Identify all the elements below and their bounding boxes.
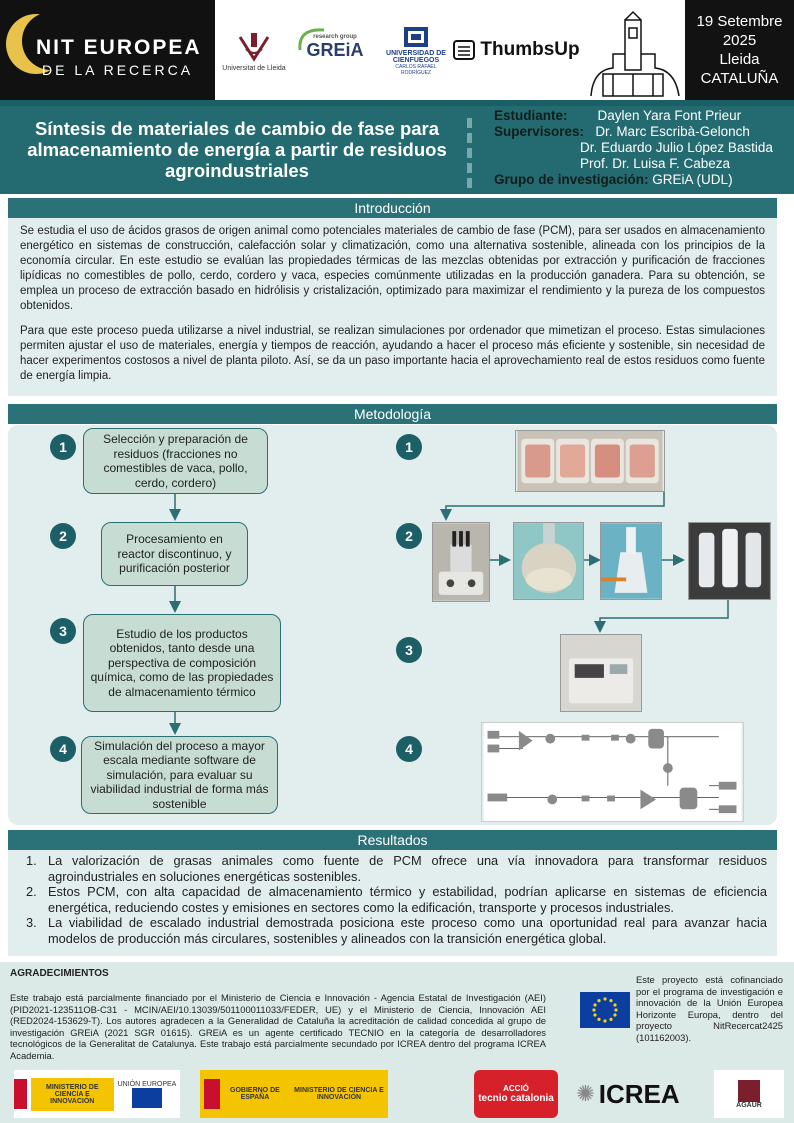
agaur-logo xyxy=(714,1070,784,1118)
result-number: 1. xyxy=(26,853,37,868)
eu-flag-small-icon xyxy=(132,1088,162,1108)
ack-title: AGRADECIMIENTOS xyxy=(10,968,109,979)
step-number: 4 xyxy=(396,736,422,762)
supervisor-name: Dr. Eduardo Julio López Bastida xyxy=(580,140,773,155)
result-text: Estos PCM, con alta capacidad de almacenamiento térmico y estabilidad, podrían aplicarse en sistemas de eficiencia energética, reduciendo costes y emisiones en sectores como la edificación, transporte y procesos industriales. xyxy=(48,884,767,915)
method-heading: Metodología xyxy=(8,404,777,424)
results-list xyxy=(18,853,767,946)
intro-paragraph: Para que este proceso pueda utilizarse a nivel industrial, se realizan simulaciones por ordenador que mimetizan el proceso. Estas simulaciones permiten ajustar el uso de materiales, energía y tiempos de reacción, ayudando a hacer el proceso más eficiente y sostenible, sin necesidad de hacer experimentos costosos a nivel de planta piloto. Así, se da un paso importante hacia el aprovechamiento real de estos residuos como fuente de energía limpia. xyxy=(20,325,765,382)
date-line: Lleida xyxy=(719,51,760,68)
instrument-photo xyxy=(560,634,642,712)
greia-label: GREiA xyxy=(306,39,364,60)
step-number: 2 xyxy=(396,523,422,549)
cienfuegos-label: UNIVERSIDAD DE CIENFUEGOS xyxy=(386,50,446,64)
result-item xyxy=(18,853,767,884)
udl-label: Universitat de Lleida xyxy=(222,64,286,72)
result-text: La viabilidad de escalado industrial demostrada posiciona este proceso como una oportunidad real para avanzar hacia modelos de producción más circulares, sostenibles y alineados con la transición energética global. xyxy=(48,915,767,946)
icrea-logo xyxy=(568,1070,688,1118)
icrea-mark-icon: ✺ xyxy=(576,1081,595,1106)
ministerio-logo xyxy=(14,1070,114,1118)
results-panel xyxy=(8,850,777,956)
tecnio-label: tecnio catalonia xyxy=(478,1093,554,1104)
accio-label: ACCIÓ xyxy=(503,1084,529,1093)
agaur-mark-icon xyxy=(738,1080,760,1102)
meat-trays-photo xyxy=(515,430,665,492)
step-box: Simulación del proceso a mayor escala mediante software de simulación, para evaluar su viabilidad industrial de forma más sostenible xyxy=(81,736,278,814)
ministerio2-label: MINISTERIO DE CIENCIA E INNOVACIÓN xyxy=(294,1087,384,1101)
step-number: 2 xyxy=(50,523,76,549)
icrea-label: ICREA xyxy=(598,1078,680,1109)
vials-photo xyxy=(688,522,771,600)
filter-photo xyxy=(600,522,662,600)
group-name: GREiA (UDL) xyxy=(652,172,733,187)
result-text: La valorización de grasas animales como fuente de PCM ofrece una vía innovadora para transformar residuos agroindustriales en soluciones energéticas sostenibles. xyxy=(48,853,767,884)
reactor-photo xyxy=(432,522,490,602)
intro-paragraph: Se estudia el uso de ácidos grasos de origen animal como potenciales materiales de cambio de fase (PCM), para ser usados en almacenamiento energético en sistemas de construcción, calefacción solar y climatización, como una alternativa sostenible, alineada con los principios de la economía circular. En este estudio se evalúan las propiedades térmicas de las mezclas obtenidas por extracción y purificación de fracciones lipídicas no comestibles de pollo, cerdo, cordero y vaca, especies comúnmente utilizadas en la producción ganadera. Para su obtención, se emplea un proceso de extracción basado en hidrólisis y cristalización, optimizado para maximizar el rendimiento y la pureza de los compuestos obtenidos. xyxy=(20,225,765,312)
supervisor-name: Dr. Marc Escribà-Gelonch xyxy=(595,124,750,139)
result-number: 2. xyxy=(26,884,37,899)
eu-flag-icon xyxy=(580,992,630,1028)
ministerio-label: MINISTERIO DE CIENCIA E INNOVACIÓN xyxy=(31,1078,114,1111)
gobierno-label: GOBIERNO DE ESPAÑA xyxy=(230,1087,280,1101)
date-line: CATALUÑA xyxy=(700,70,779,87)
step-number: 3 xyxy=(396,637,422,663)
results-heading: Resultados xyxy=(8,830,777,850)
process-flowsheet xyxy=(481,722,744,822)
poster-title: Síntesis de materiales de cambio de fase para almacenamiento de energía a partir de residuos agroindustriales xyxy=(27,118,447,181)
ack-text: Este trabajo está parcialmente financiado por el Ministerio de Ciencia e Innovación - Agencia Estatal de Investigación (AEI) (PID2021-123511OB-C31 - MCIN/AEI/10.13039/501100011033/FEDER, UE) y el Ministerio de Ciencia, Innovación AEI (RED2024-153629-T). Los autores agradecen a la Generalidad de Cataluña la acreditación de calidad concedida al grupo de investigación GREiA (2021 SGR 01615). GREiA es un agente certificado TECNIO en la categoría de desarrolladores tecnológicos de la Generalitat de Catalunya. Este trabajo está parcialmente secundado por ICREA dentro del programa ICREA Academia. xyxy=(10,992,546,1061)
supervisor-name: Prof. Dr. Luisa F. Cabeza xyxy=(580,156,731,171)
nit-title: NIT EUROPEA xyxy=(36,36,202,59)
step-box: Estudio de los productos obtenidos, tanto desde una perspectiva de composición química, como de las propiedades de almacenamiento térmico xyxy=(83,614,281,712)
greia-sub: research group xyxy=(313,33,357,40)
spain-crest-icon xyxy=(14,1079,27,1109)
intro-heading: Introducción xyxy=(8,198,777,218)
result-number: 3. xyxy=(26,915,37,930)
step-box: Selección y preparación de residuos (fracciones no comestibles de vaca, pollo, cerdo, cordero) xyxy=(83,428,268,494)
result-item xyxy=(18,884,767,915)
step-number: 1 xyxy=(396,434,422,460)
step-number: 1 xyxy=(50,434,76,460)
tecnio-logo xyxy=(474,1070,558,1118)
step-number: 3 xyxy=(50,618,76,644)
spain-crest-icon xyxy=(204,1079,220,1109)
group-label: Grupo de investigación: xyxy=(494,172,649,187)
student-name: Daylen Yara Font Prieur xyxy=(597,108,742,123)
date-line: 19 Setembre xyxy=(696,13,783,30)
agaur-label: AGAUR xyxy=(736,1101,762,1109)
eu-funding-text: Este proyecto está cofinanciado por el programa de investigación e innovación de la Unión Europea Horizonte Europa, dentro del proyecto NitRecercat2425 (101162003). xyxy=(636,974,783,1043)
flask-photo xyxy=(513,522,584,600)
student-label: Estudiante: xyxy=(494,108,568,123)
ue-label: UNIÓN EUROPEA xyxy=(117,1080,177,1088)
nit-subtitle: DE LA RECERCA xyxy=(42,62,194,78)
gobierno-logo xyxy=(200,1070,388,1118)
cienfuegos-sub: CARLOS RAFAEL RODRÍGUEZ xyxy=(395,64,437,76)
ue-logo xyxy=(114,1070,180,1118)
thumbsup-label: ThumbsUp xyxy=(480,39,580,60)
date-line: 2025 xyxy=(722,32,757,49)
result-item xyxy=(18,915,767,946)
step-box: Procesamiento en reactor discontinuo, y purificación posterior xyxy=(101,522,248,586)
supervisors-label: Supervisores: xyxy=(494,124,585,139)
step-number: 4 xyxy=(50,736,76,762)
